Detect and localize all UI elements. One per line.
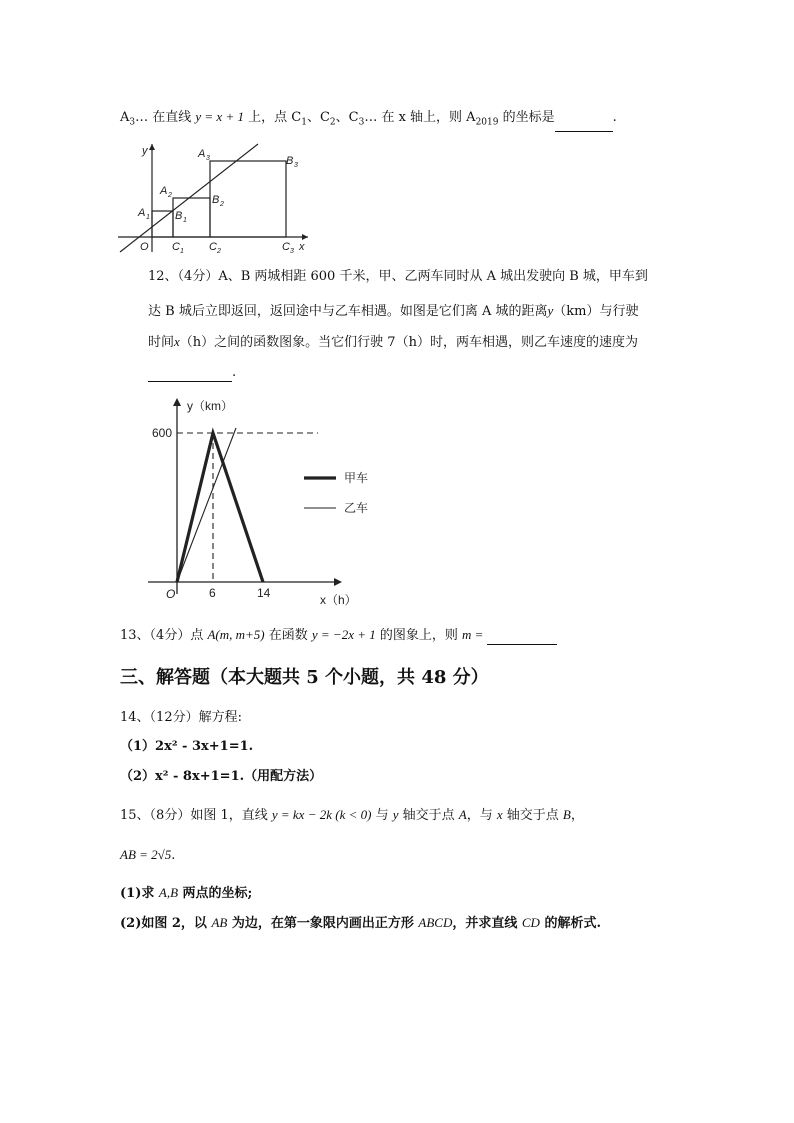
section-3-heading: 三、解答题（本大题共 5 个小题，共 48 分） <box>120 667 489 688</box>
q15-point-a: A <box>458 807 467 822</box>
q13-point: A(m, m+5) <box>207 627 265 642</box>
q15-ab-length: AB = 2√5 <box>120 847 172 862</box>
q13-function: y = −2x + 1 <box>311 627 376 642</box>
q15-s1-var: A,B <box>158 885 179 900</box>
fig2-tick-6: 6 <box>209 586 216 600</box>
q11-sub-c1: 1 <box>301 117 307 128</box>
q15-s2-post: 的解析式. <box>539 916 602 931</box>
q12-text-1: 12、（4分）A、B 两城相距 600 千米，甲、乙两车同时从 A 城出发驶向 B 城，甲车到 <box>148 269 648 284</box>
q11-text2: 上，点 C <box>243 110 302 125</box>
q13-text-mid: 在函数 <box>264 628 312 643</box>
q15-text-pre: 15、（8分）如图 1，直线 <box>120 808 272 823</box>
fig1-label-a3: A <box>198 148 206 160</box>
fig1-label-o: O <box>140 241 149 253</box>
fig1-label-b3-sub: 3 <box>294 162 298 169</box>
q12-text-2: 达 B 城后立即返回，返回途中与乙车相遇。如图是它们离 A 城的距离 <box>148 304 548 319</box>
fig2-x-arrow <box>334 578 342 586</box>
q15-text-end: ， <box>570 808 584 823</box>
fig1-label-c3: C <box>282 241 290 253</box>
q15-line-1 <box>120 806 584 825</box>
q11-text3: … 在 x 轴上，则 A <box>364 110 476 125</box>
fig1-label-b2-sub: 2 <box>220 201 224 208</box>
q15-s2-ab: AB <box>211 915 228 930</box>
q15-var-y: y <box>392 807 399 822</box>
q15-s2-mid: 为边，在第一象限内画出正方形 <box>227 916 419 931</box>
q13-answer-blank[interactable] <box>487 630 557 645</box>
q12-var-x: x <box>174 334 180 349</box>
fig1-label-b2: B <box>212 194 220 206</box>
q15-text-mid: 与 <box>371 808 393 823</box>
q12-text-3: （h）之间的函数图象。当它们行驶 7（h）时，两车相遇，则乙车速度的速度为 <box>179 335 638 350</box>
q11-sub-c3: 3 <box>358 117 365 128</box>
q12-text-2-end: （km）与行驶 <box>553 304 639 319</box>
fig2-legend-jia: 甲车 <box>344 471 369 485</box>
fig2-legend-yi: 乙车 <box>344 501 369 515</box>
q13-line <box>120 626 557 645</box>
figure-distance-time <box>140 392 380 612</box>
q15-ab-end: . <box>171 848 176 863</box>
fig1-label-x: x <box>299 241 305 253</box>
q11-sub2019: 2019 <box>475 117 499 128</box>
q12-var-y: y <box>547 303 554 318</box>
fig1-label-a3-sub: 3 <box>206 155 210 162</box>
q15-s1-post: 两点的坐标; <box>178 886 253 901</box>
q11-a: A <box>120 110 130 125</box>
figure-squares <box>116 140 316 258</box>
q15-sub-2 <box>120 914 601 933</box>
fig1-x-arrow <box>302 234 308 240</box>
q11-formula: y = x + 1 <box>195 109 244 124</box>
q11-end: 的坐标是 <box>498 110 555 125</box>
q13-var: m = <box>462 627 484 642</box>
fig1-label-y: y <box>142 145 148 157</box>
fig1-label-b1-sub: 1 <box>183 217 187 224</box>
q15-point-b: B <box>562 807 571 822</box>
q11-period: . <box>612 110 617 125</box>
q12-line-3 <box>148 333 638 352</box>
q11-sub3: 3 <box>129 117 136 128</box>
fig1-label-a1-sub: 1 <box>146 214 150 221</box>
q12-line-2 <box>148 302 638 321</box>
fig1-label-a2-sub: 2 <box>168 192 172 199</box>
fig1-label-c1: C <box>172 241 180 253</box>
q14-part-2: （2）x² - 8x+1=1.（用配方法） <box>120 769 323 784</box>
fig1-label-b3: B <box>286 155 294 167</box>
q15-var-x: x <box>496 807 503 822</box>
q14-stem: 14、（12分）解方程: <box>120 710 242 725</box>
q11-line <box>120 108 617 132</box>
q11-sub-c2: 2 <box>329 117 336 128</box>
q12-period: . <box>232 365 237 380</box>
q15-s2-pre: (2)如图 2，以 <box>120 916 212 931</box>
q11-sep2: 、C <box>335 110 359 125</box>
fig1-label-c2-sub: 2 <box>217 248 221 255</box>
fig2-y-arrow <box>173 398 181 406</box>
q11-sep1: 、C <box>306 110 330 125</box>
fig2-y-label: y（km） <box>187 399 233 413</box>
q14-part-1: （1）2x² - 3x+1=1. <box>120 739 254 754</box>
fig1-label-c3-sub: 3 <box>290 248 294 255</box>
q12-line-1 <box>148 268 648 286</box>
q15-s2-square: ABCD <box>418 915 453 930</box>
q15-sub-1 <box>120 884 252 903</box>
fig1-y-arrow <box>149 144 155 150</box>
q15-s2-mid2: ，并求直线 <box>452 916 522 931</box>
fig2-x-label: x（h） <box>320 593 357 607</box>
q15-text-mid3: ，与 <box>466 808 497 823</box>
q13-text-pre: 13、（4分）点 <box>120 628 208 643</box>
q15-line-2 <box>120 846 175 865</box>
fig2-tick-600: 600 <box>152 426 173 440</box>
q12-text-3-pre: 时间 <box>148 335 175 350</box>
q11-text: … 在直线 <box>135 110 196 125</box>
q12-answer-blank[interactable] <box>148 367 232 382</box>
q15-text-mid2: 轴交于点 <box>398 808 459 823</box>
fig1-label-c2: C <box>209 241 217 253</box>
q15-text-mid4: 轴交于点 <box>502 808 563 823</box>
fig1-label-c1-sub: 1 <box>180 248 184 255</box>
q12-line-4 <box>148 364 236 382</box>
q15-s2-cd: CD <box>521 915 540 930</box>
fig2-series-yi <box>177 428 236 582</box>
q15-s1-pre: (1)求 <box>120 886 159 901</box>
q13-text-post: 的图象上，则 <box>375 628 462 643</box>
fig2-tick-14: 14 <box>257 586 271 600</box>
fig1-label-a2: A <box>160 185 168 197</box>
fig1-label-a1: A <box>138 207 146 219</box>
q11-answer-blank[interactable] <box>555 117 613 132</box>
fig2-origin: O <box>166 587 176 601</box>
fig1-label-b1: B <box>175 210 183 222</box>
q15-equation: y = kx − 2k (k < 0) <box>271 807 372 822</box>
fig2-series-jia <box>177 433 263 582</box>
